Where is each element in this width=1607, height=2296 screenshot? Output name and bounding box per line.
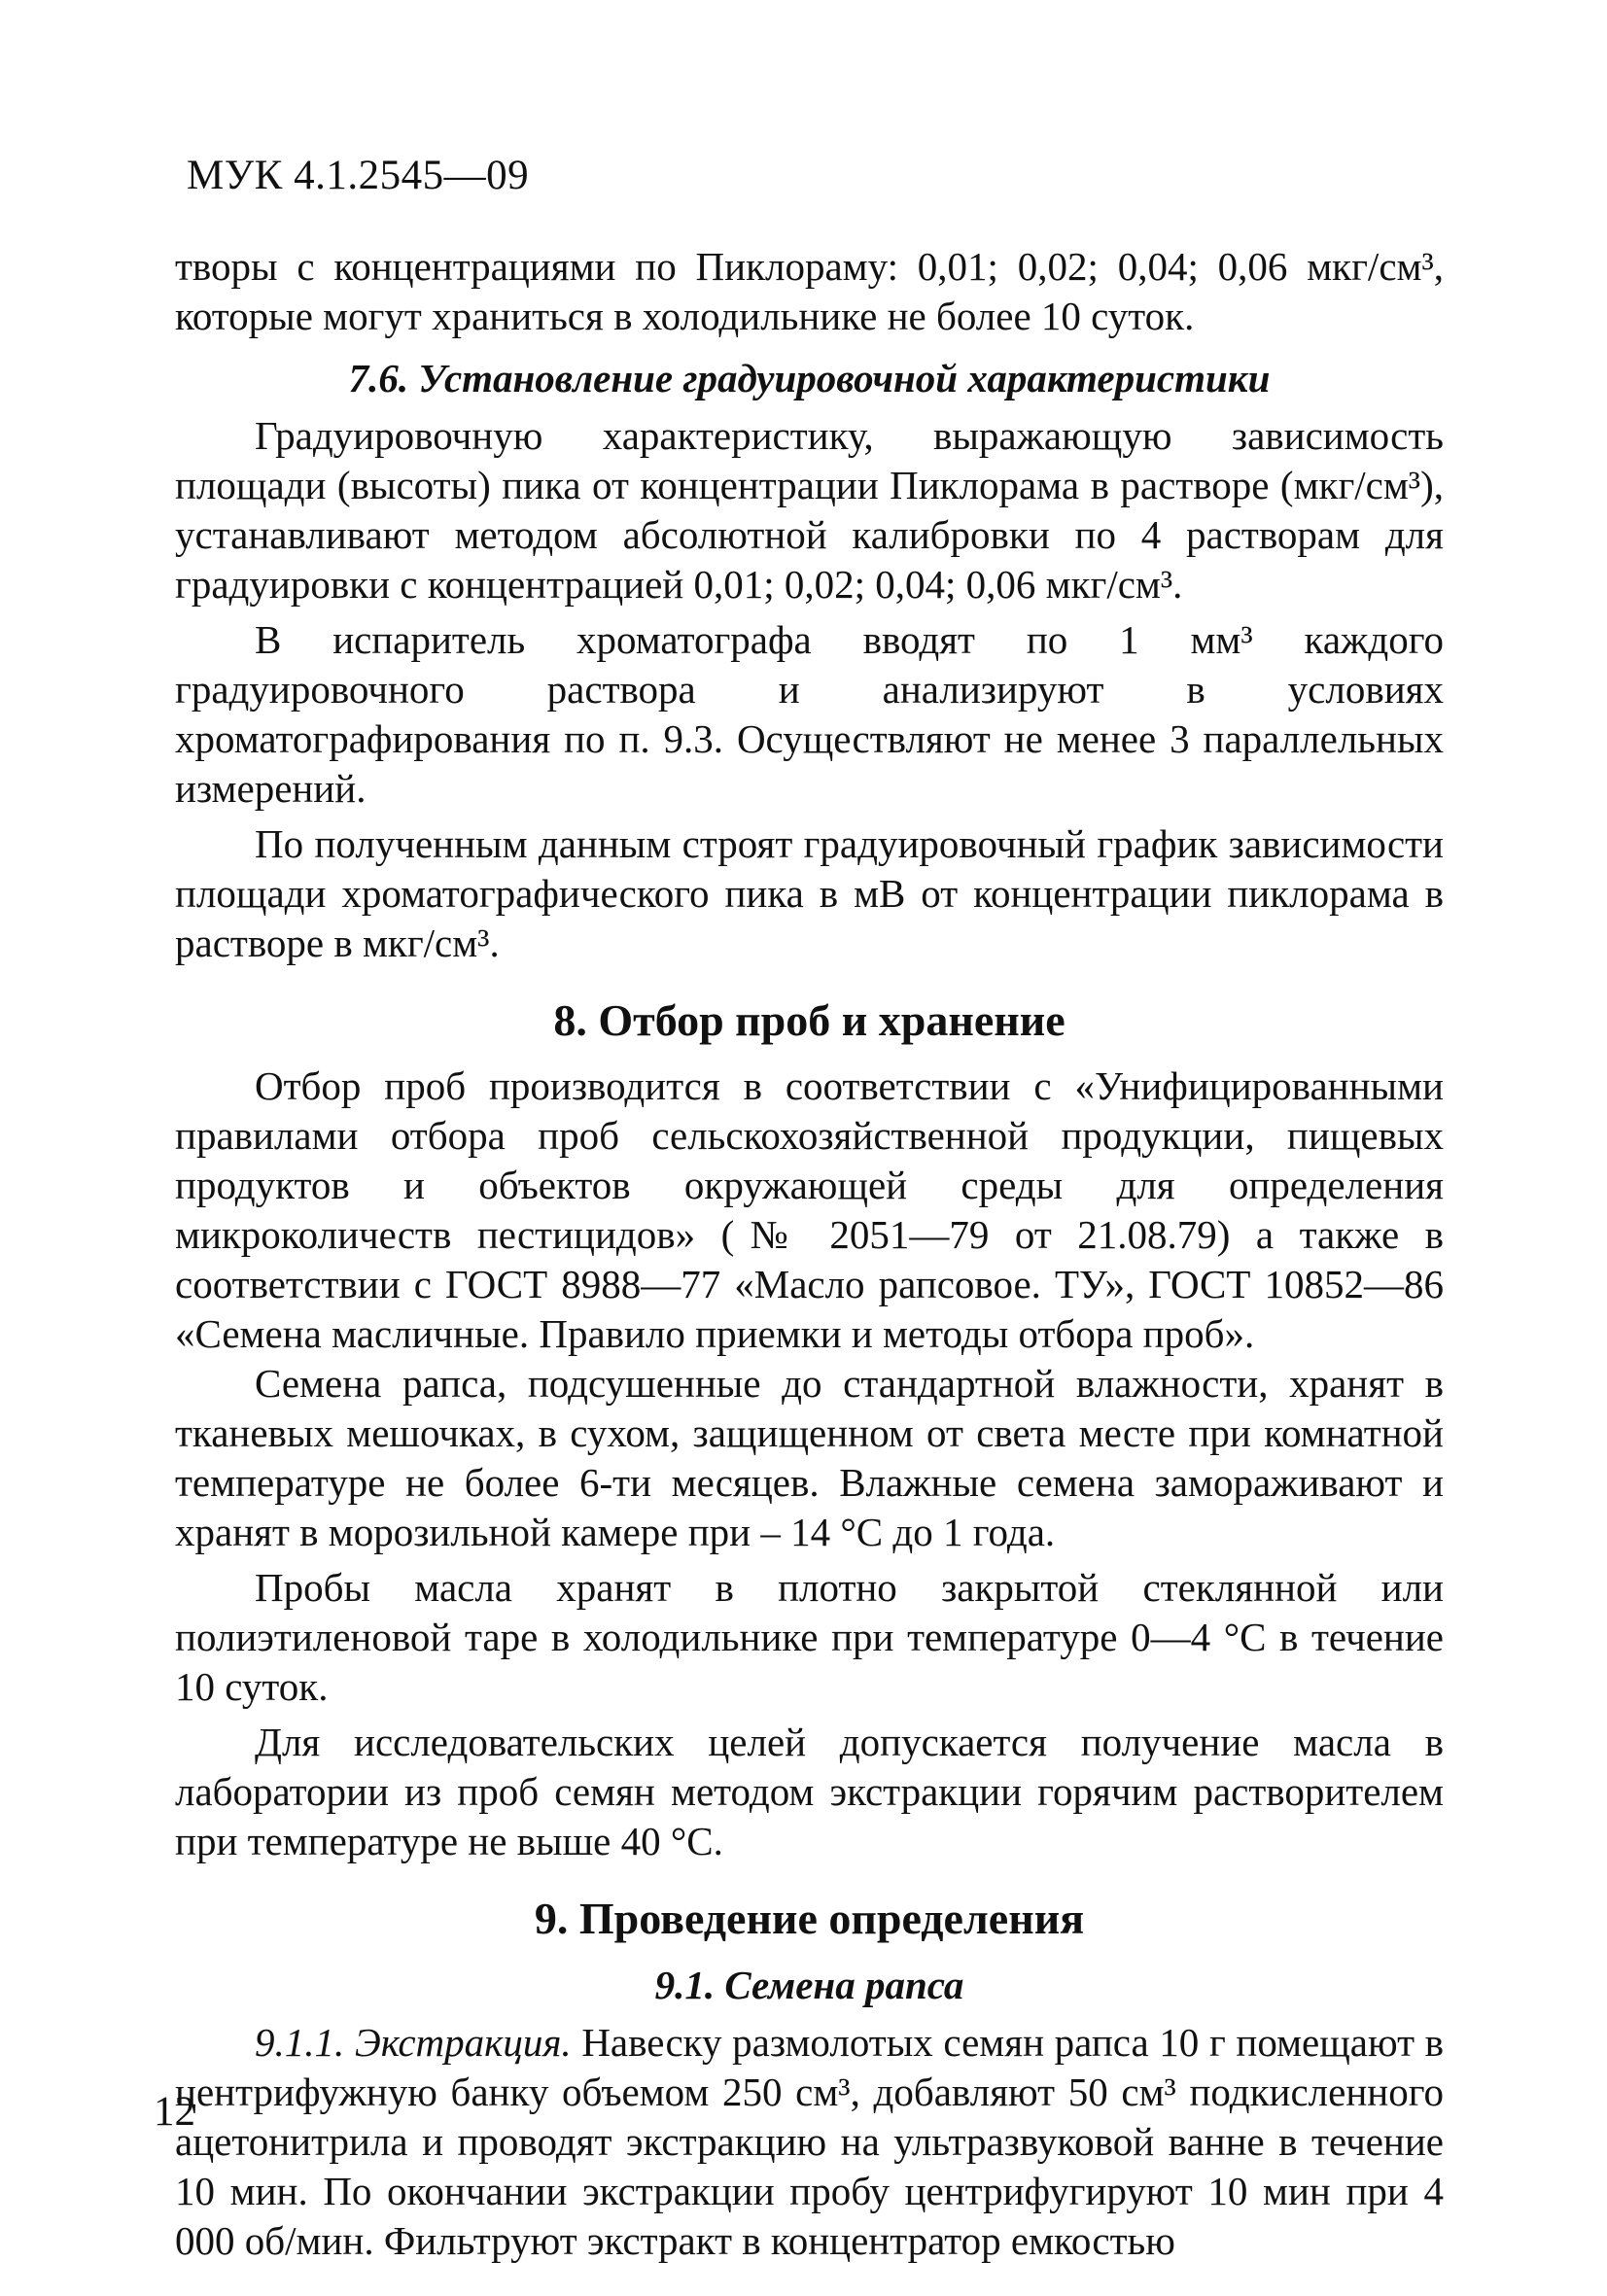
paragraph-8-3: Пробы масла хранят в плотно закрытой стеклянной или полиэтиленовой таре в холодильнике при температуре 0—4 °С в течение 10 суток. bbox=[175, 1565, 1444, 1709]
document-page bbox=[175, 151, 1444, 2266]
paragraph-8-2: Семена рапса, подсушенные до стандартной влажности, хранят в тканевых мешочках, в сухом, защищенном от света месте при комнатной температуре не более 6-ти месяцев. Влажные семена замораживают и хранят в морозильной камере при – 14 °С до 1 года. bbox=[175, 1361, 1444, 1554]
paragraph-9-1-1 bbox=[175, 2018, 1444, 2266]
paragraph-7-6-1: Градуировочную характеристику, выражающую зависимость площади (высоты) пика от концентрации Пиклорама в растворе (мкг/см³), устанавливают методом абсолютной калибровки по 4 растворам для градуировки с концентрацией 0,01; 0,02; 0,04; 0,06 мкг/см³. bbox=[175, 413, 1444, 607]
section-8-title: 8. Отбор проб и хранение bbox=[553, 995, 1066, 1045]
document-code: МУК 4.1.2545—09 bbox=[187, 153, 530, 198]
paragraph-7-6-3: По полученным данным строят градуировочный график зависимости площади хроматографического пика в мВ от концентрации пиклорама в растворе в мкг/см³. bbox=[175, 821, 1444, 965]
section-9-title: 9. Проведение определения bbox=[534, 1894, 1085, 1943]
subsection-9-1-title: 9.1. Семена рапса bbox=[654, 1963, 964, 2007]
paragraph-9-1-1-body: Навеску размолотых семян рапса 10 г помещают в центрифужную банку объемом 250 см³, добавляют 50 см³ подкисленного ацетонитрила и проводят экстракцию на ультразвуковой ванне в течение 10 мин. По окончании экстракции пробу центрифугируют 10 мин при 4 000 об/мин. Фильтруют экстракт в концентратор емкостью bbox=[175, 2020, 1444, 2263]
paragraph-8-1: Отбор проб производится в соответствии с «Унифицированными правилами отбора проб сельскохозяйственной продукции, пищевых продуктов и объектов окружающей среды для определения микроколичеств пестицидов» (№ 2051—79 от 21.08.79) а также в соответствии с ГОСТ 8988—77 «Масло рапсовое. ТУ», ГОСТ 10852—86 «Семена масличные. Правило приемки и методы отбора проб». bbox=[175, 1063, 1444, 1356]
page-number: 12 bbox=[154, 2089, 195, 2135]
intro-paragraph: творы с концентрациями по Пиклораму: 0,01; 0,02; 0,04; 0,06 мкг/см³, которые могут храниться в холодильнике не более 10 суток. bbox=[175, 244, 1444, 338]
paragraph-7-6-2: В испаритель хроматографа вводят по 1 мм³ каждого градуировочного раствора и анализируют в условиях хроматографирования по п. 9.3. Осуществляют не менее 3 параллельных измерений. bbox=[175, 617, 1444, 811]
paragraph-8-4: Для исследовательских целей допускается получение масла в лаборатории из проб семян методом экстракции горячим растворителем при температуре не выше 40 °С. bbox=[175, 1720, 1444, 1863]
paragraph-9-1-1-heading: 9.1.1. Экстракция. bbox=[255, 2020, 572, 2065]
subsection-7-6-title: 7.6. Установление градуировочной характеристики bbox=[348, 356, 1271, 400]
